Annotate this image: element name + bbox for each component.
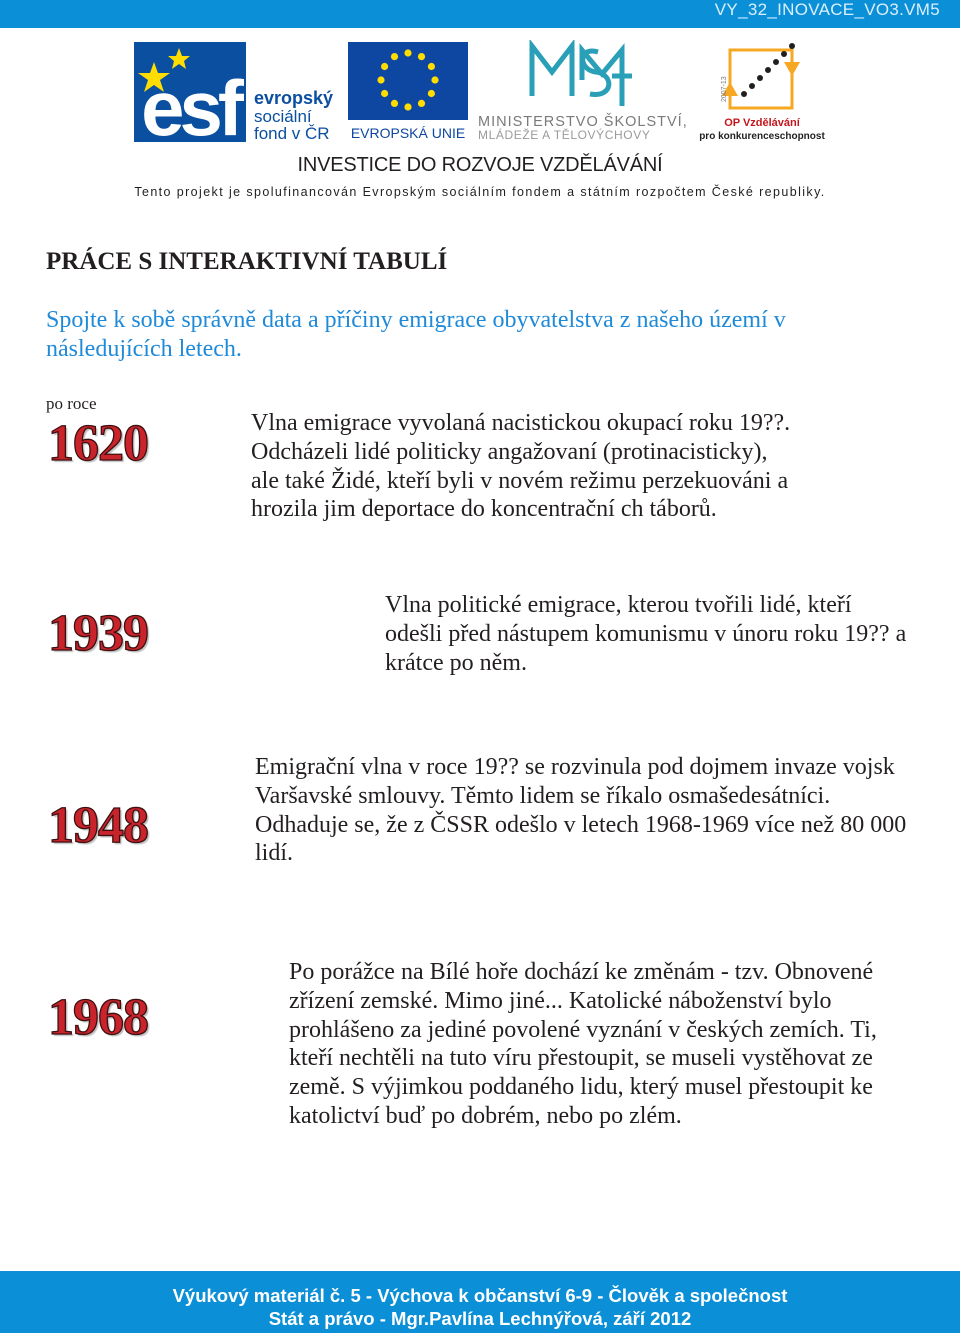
svg-text:fond v ČR: fond v ČR bbox=[254, 124, 330, 142]
cofinancing-notice: Tento projekt je spolufinancován Evropským sociálním fondem a státním rozpočtem České republiky. bbox=[134, 185, 826, 199]
op-vzdelavani-logo bbox=[692, 40, 832, 145]
esf-logo bbox=[134, 42, 339, 142]
page-title: PRÁCE S INTERAKTIVNÍ TABULÍ bbox=[46, 248, 448, 275]
material-code: VY_32_INOVACE_VO3.VM5 bbox=[714, 0, 940, 19]
msmt-logo bbox=[478, 40, 688, 140]
svg-text:pro konkurenceschopnost: pro konkurenceschopnost bbox=[699, 131, 825, 142]
eu-flag-logo bbox=[348, 42, 468, 142]
po-roce-label: po roce bbox=[46, 394, 97, 413]
svg-text:MINISTERSTVO ŠKOLSTVÍ,: MINISTERSTVO ŠKOLSTVÍ, bbox=[478, 114, 688, 130]
footer-line-1: Výukový materiál č. 5 - Výchova k občanství 6-9 - Člověk a společnost bbox=[172, 1285, 788, 1306]
top-bar bbox=[0, 0, 960, 28]
year-1939[interactable]: 1939 bbox=[48, 605, 148, 662]
cause-white-mountain[interactable]: Po porážce na Bílé hoře dochází ke změnám - tzv. Obnovené zřízení zemské. Mimo jiné... Katolické náboženství bylo prohlášeno za jediné povolené vyznání v českých zemích. Ti, kteří nechtěli na tuto víru přestoupit, se museli vystěhovat ze země. S výjimkou poddaného lidu, který musel přestoupit ke katolictví buď po dobrém, nebo po zlém. bbox=[289, 959, 877, 1129]
svg-text:2007-13: 2007-13 bbox=[721, 76, 728, 102]
svg-text:OP Vzdělávání: OP Vzdělávání bbox=[724, 117, 800, 129]
cause-nazi-occupation[interactable]: Vlna emigrace vyvolaná nacistickou okupací roku 19??. Odcházeli lidé politicky angažovaní (protinacisticky), ale také Židé, kteří byli v novém režimu perzekuováni a hrozila jim deportace do koncentrační ch táborů. bbox=[251, 410, 791, 523]
task-instruction: Spojte k sobě správně data a příčiny emigrace obyvatelstva z našeho území v následujících letech. bbox=[46, 307, 786, 362]
svg-text:EVROPSKÁ UNIE: EVROPSKÁ UNIE bbox=[350, 125, 466, 141]
svg-text:esf: esf bbox=[141, 64, 239, 142]
footer-bar bbox=[0, 1271, 960, 1333]
year-1620[interactable]: 1620 bbox=[48, 415, 148, 472]
investice-heading: INVESTICE DO ROZVOJE VZDĚLÁVÁNÍ bbox=[297, 154, 663, 176]
svg-text:MLÁDEŽE A TĚLOVÝCHOVY: MLÁDEŽE A TĚLOVÝCHOVY bbox=[478, 128, 651, 140]
footer-line-2: Stát a právo - Mgr.Pavlína Lechnýřová, září 2012 bbox=[268, 1308, 692, 1329]
cause-communist-takeover[interactable]: Vlna politické emigrace, kterou tvořili lidé, kteří odešli před nástupem komunismu v únoru roku 19?? a krátce po něm. bbox=[385, 592, 907, 676]
year-1968[interactable]: 1968 bbox=[48, 989, 148, 1046]
svg-text:evropský: evropský bbox=[254, 88, 334, 108]
svg-text:sociální: sociální bbox=[254, 107, 312, 126]
cause-1968-invasion[interactable]: Emigrační vlna v roce 19?? se rozvinula pod dojmem invaze vojsk Varšavské smlouvy. Těmto lidem se říkalo osmašedesátníci. Odhaduje se, že z ČSSR odešlo v letech 1968-1969 více než 80 000 lidí. bbox=[255, 754, 907, 867]
year-1948[interactable]: 1948 bbox=[48, 797, 148, 854]
